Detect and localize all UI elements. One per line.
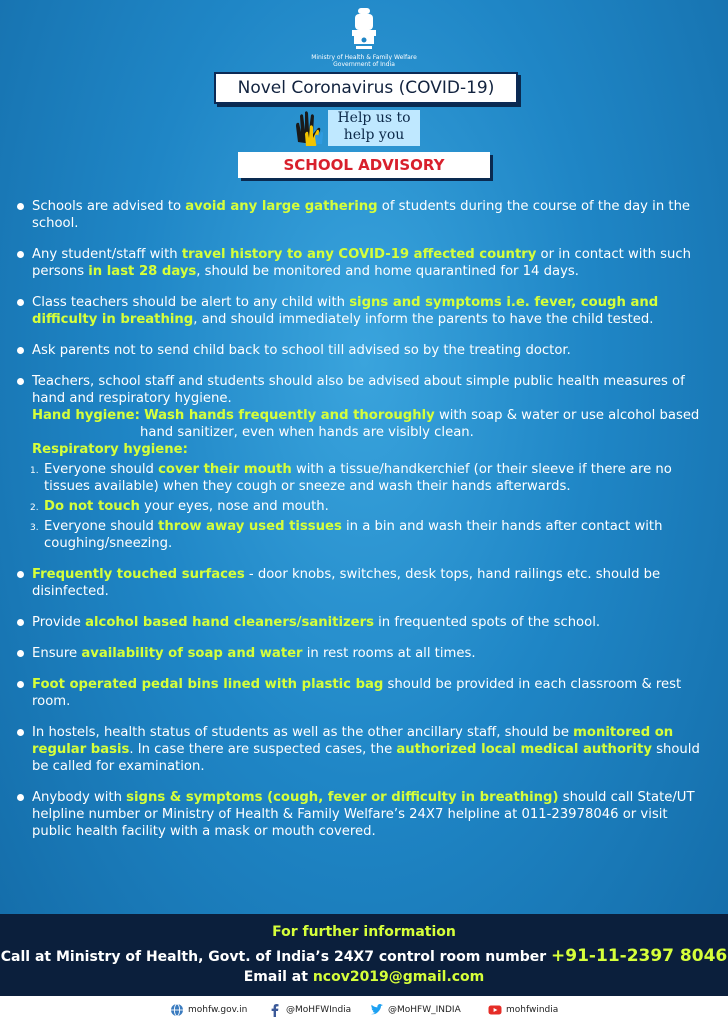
list-item <box>16 789 706 840</box>
bullet-text: your eyes, nose and mouth. <box>139 499 329 514</box>
email-link[interactable]: ncov2019@gmail.com <box>312 969 485 985</box>
highlight-text: Do not touch <box>44 499 140 514</box>
bullet-dot <box>17 203 24 210</box>
footer-heading: For further information <box>272 924 456 940</box>
bullet-text: Class teachers should be alert to any child with <box>32 295 350 310</box>
bullet-dot <box>17 251 24 258</box>
item-number: 2. <box>30 503 39 513</box>
bullet-dot <box>17 299 24 306</box>
hands-icon <box>292 108 328 148</box>
item-number: 1. <box>30 466 39 476</box>
footer-email-label: Email at <box>243 969 313 985</box>
list-item <box>16 342 706 359</box>
bullet-text: Everyone should <box>44 462 159 477</box>
list-item <box>16 645 706 662</box>
highlight-text: travel history to any COVID-19 affected country <box>181 247 537 262</box>
youtube-icon <box>488 1003 502 1017</box>
list-item <box>16 724 706 775</box>
bullet-text: should be provided in each classroom & rest room. <box>32 677 682 709</box>
list-item <box>16 294 706 328</box>
footer-email-line <box>0 969 728 985</box>
bullet-dot <box>17 347 24 354</box>
highlight-text: throw away used tissues <box>158 519 342 534</box>
highlight-text: signs & symptoms (cough, fever or difficulty in breathing) <box>126 790 559 805</box>
contact-footer <box>0 914 728 996</box>
list-item <box>16 566 706 600</box>
social-label: mohfw.gov.in <box>188 1005 248 1015</box>
highlight-text: authorized local medical authority <box>396 742 652 757</box>
social-label: @MoHFW_INDIA <box>388 1005 461 1015</box>
numbered-item <box>16 461 706 495</box>
footer-call-line <box>0 946 728 966</box>
item-number: 3. <box>30 523 39 533</box>
ministry-line-2: Government of India <box>333 61 395 68</box>
respiratory-hygiene-label: Respiratory hygiene: <box>32 442 188 457</box>
help-line-1: Help us to <box>337 110 411 126</box>
bullet-dot <box>17 619 24 626</box>
bullet-text: Provide <box>32 615 86 630</box>
twitter-icon <box>370 1003 384 1017</box>
bullet-text: should call State/UT helpline number or Ministry of Health & Family Welfare’s 24X7 helpline at 011-23978046 or visit public health facility with a mask or mouth covered. <box>32 790 695 839</box>
bullet-text: in rest rooms at all times. <box>302 646 476 661</box>
bullet-text: Any student/staff with <box>32 247 182 262</box>
globe-icon <box>170 1003 184 1017</box>
bullet-text: Schools are advised to <box>32 199 186 214</box>
social-twitter[interactable] <box>370 1002 461 1018</box>
advisory-list <box>16 198 706 840</box>
bullet-text: Anybody with <box>32 790 127 805</box>
facebook-icon <box>268 1003 282 1017</box>
bullet-text: should be called for examination. <box>32 742 700 774</box>
control-room-phone[interactable]: +91-11-2397 8046 <box>551 946 728 966</box>
highlight-text: in last 28 days <box>88 264 197 279</box>
highlight-text: Foot operated pedal bins lined with plastic bag <box>32 677 384 692</box>
help-line-2: help you <box>343 127 405 143</box>
numbered-item <box>16 498 706 515</box>
list-item <box>16 676 706 710</box>
bullet-text: Ensure <box>32 646 82 661</box>
bullet-text: Teachers, school staff and students should also be advised about simple public health measures of hand and respiratory hygiene. <box>32 374 685 406</box>
bullet-dot <box>17 650 24 657</box>
bullet-text: , and should immediately inform the parents to have the child tested. <box>193 312 654 327</box>
highlight-text: availability of soap and water <box>81 646 303 661</box>
hand-hygiene <box>32 407 706 441</box>
social-bar <box>0 996 728 1024</box>
highlight-text: alcohol based hand cleaners/sanitizers <box>85 615 374 630</box>
bullet-dot <box>17 794 24 801</box>
bullet-text: , should be monitored and home quarantined for 14 days. <box>196 264 579 279</box>
ministry-line-1: Ministry of Health & Family Welfare <box>311 54 417 61</box>
highlight-text: signs and symptoms i.e. fever, cough and difficulty in breathing <box>32 295 659 327</box>
bullet-text: with soap & water or use alcohol based hand sanitizer, even when hands are visibly clean. <box>140 408 700 440</box>
list-item <box>16 614 706 631</box>
page-title: Novel Coronavirus (COVID-19) <box>214 72 518 104</box>
social-label: @MoHFWIndia <box>286 1005 352 1015</box>
bullet-text: of students during the course of the day in the school. <box>32 199 691 231</box>
highlight-text: Wash hands frequently and thoroughly <box>144 408 435 423</box>
bullet-text: In hostels, health status of students as well as the other ancillary staff, should be <box>32 725 574 740</box>
social-youtube[interactable] <box>488 1002 558 1018</box>
bullet-text: in a bin and wash their hands after contact with coughing/sneezing. <box>44 519 663 551</box>
bullet-text: . In case there are suspected cases, the <box>129 742 397 757</box>
hand-hygiene-label: Hand hygiene: <box>32 408 140 423</box>
highlight-text: monitored on regular basis <box>32 725 674 757</box>
list-item <box>16 373 706 458</box>
bullet-dot <box>17 681 24 688</box>
bullet-dot <box>17 378 24 385</box>
numbered-item <box>16 518 706 552</box>
bullet-dot <box>17 571 24 578</box>
help-us-badge <box>292 108 426 148</box>
bullet-text: with a tissue/handkerchief (or their sleeve if there are no tissues available) when they cough or sneeze and wash their hands afterwards. <box>44 462 672 494</box>
bullet-text: in frequented spots of the school. <box>373 615 601 630</box>
social-label: mohfwindia <box>506 1005 559 1015</box>
bullet-dot <box>17 729 24 736</box>
advisory-heading: SCHOOL ADVISORY <box>238 152 490 178</box>
header <box>0 0 728 190</box>
social-facebook[interactable] <box>268 1002 351 1018</box>
bullet-text: - door knobs, switches, desk tops, hand railings etc. should be disinfected. <box>32 567 661 599</box>
help-text <box>328 110 420 146</box>
bullet-text: Ask parents not to send child back to school till advised so by the treating doctor. <box>32 343 571 358</box>
bullet-text: Everyone should <box>44 519 159 534</box>
list-item <box>16 198 706 232</box>
list-item <box>16 246 706 280</box>
bullet-text: or in contact with such persons <box>32 247 691 279</box>
highlight-text: Frequently touched surfaces <box>32 567 245 582</box>
ministry-name <box>264 54 464 68</box>
footer-call-text: Call at Ministry of Health, Govt. of India’s 24X7 control room number <box>0 949 552 965</box>
highlight-text: avoid any large gathering <box>185 199 378 214</box>
highlight-text: cover their mouth <box>158 462 292 477</box>
social-website[interactable] <box>170 1002 247 1018</box>
national-emblem-icon <box>344 6 384 52</box>
